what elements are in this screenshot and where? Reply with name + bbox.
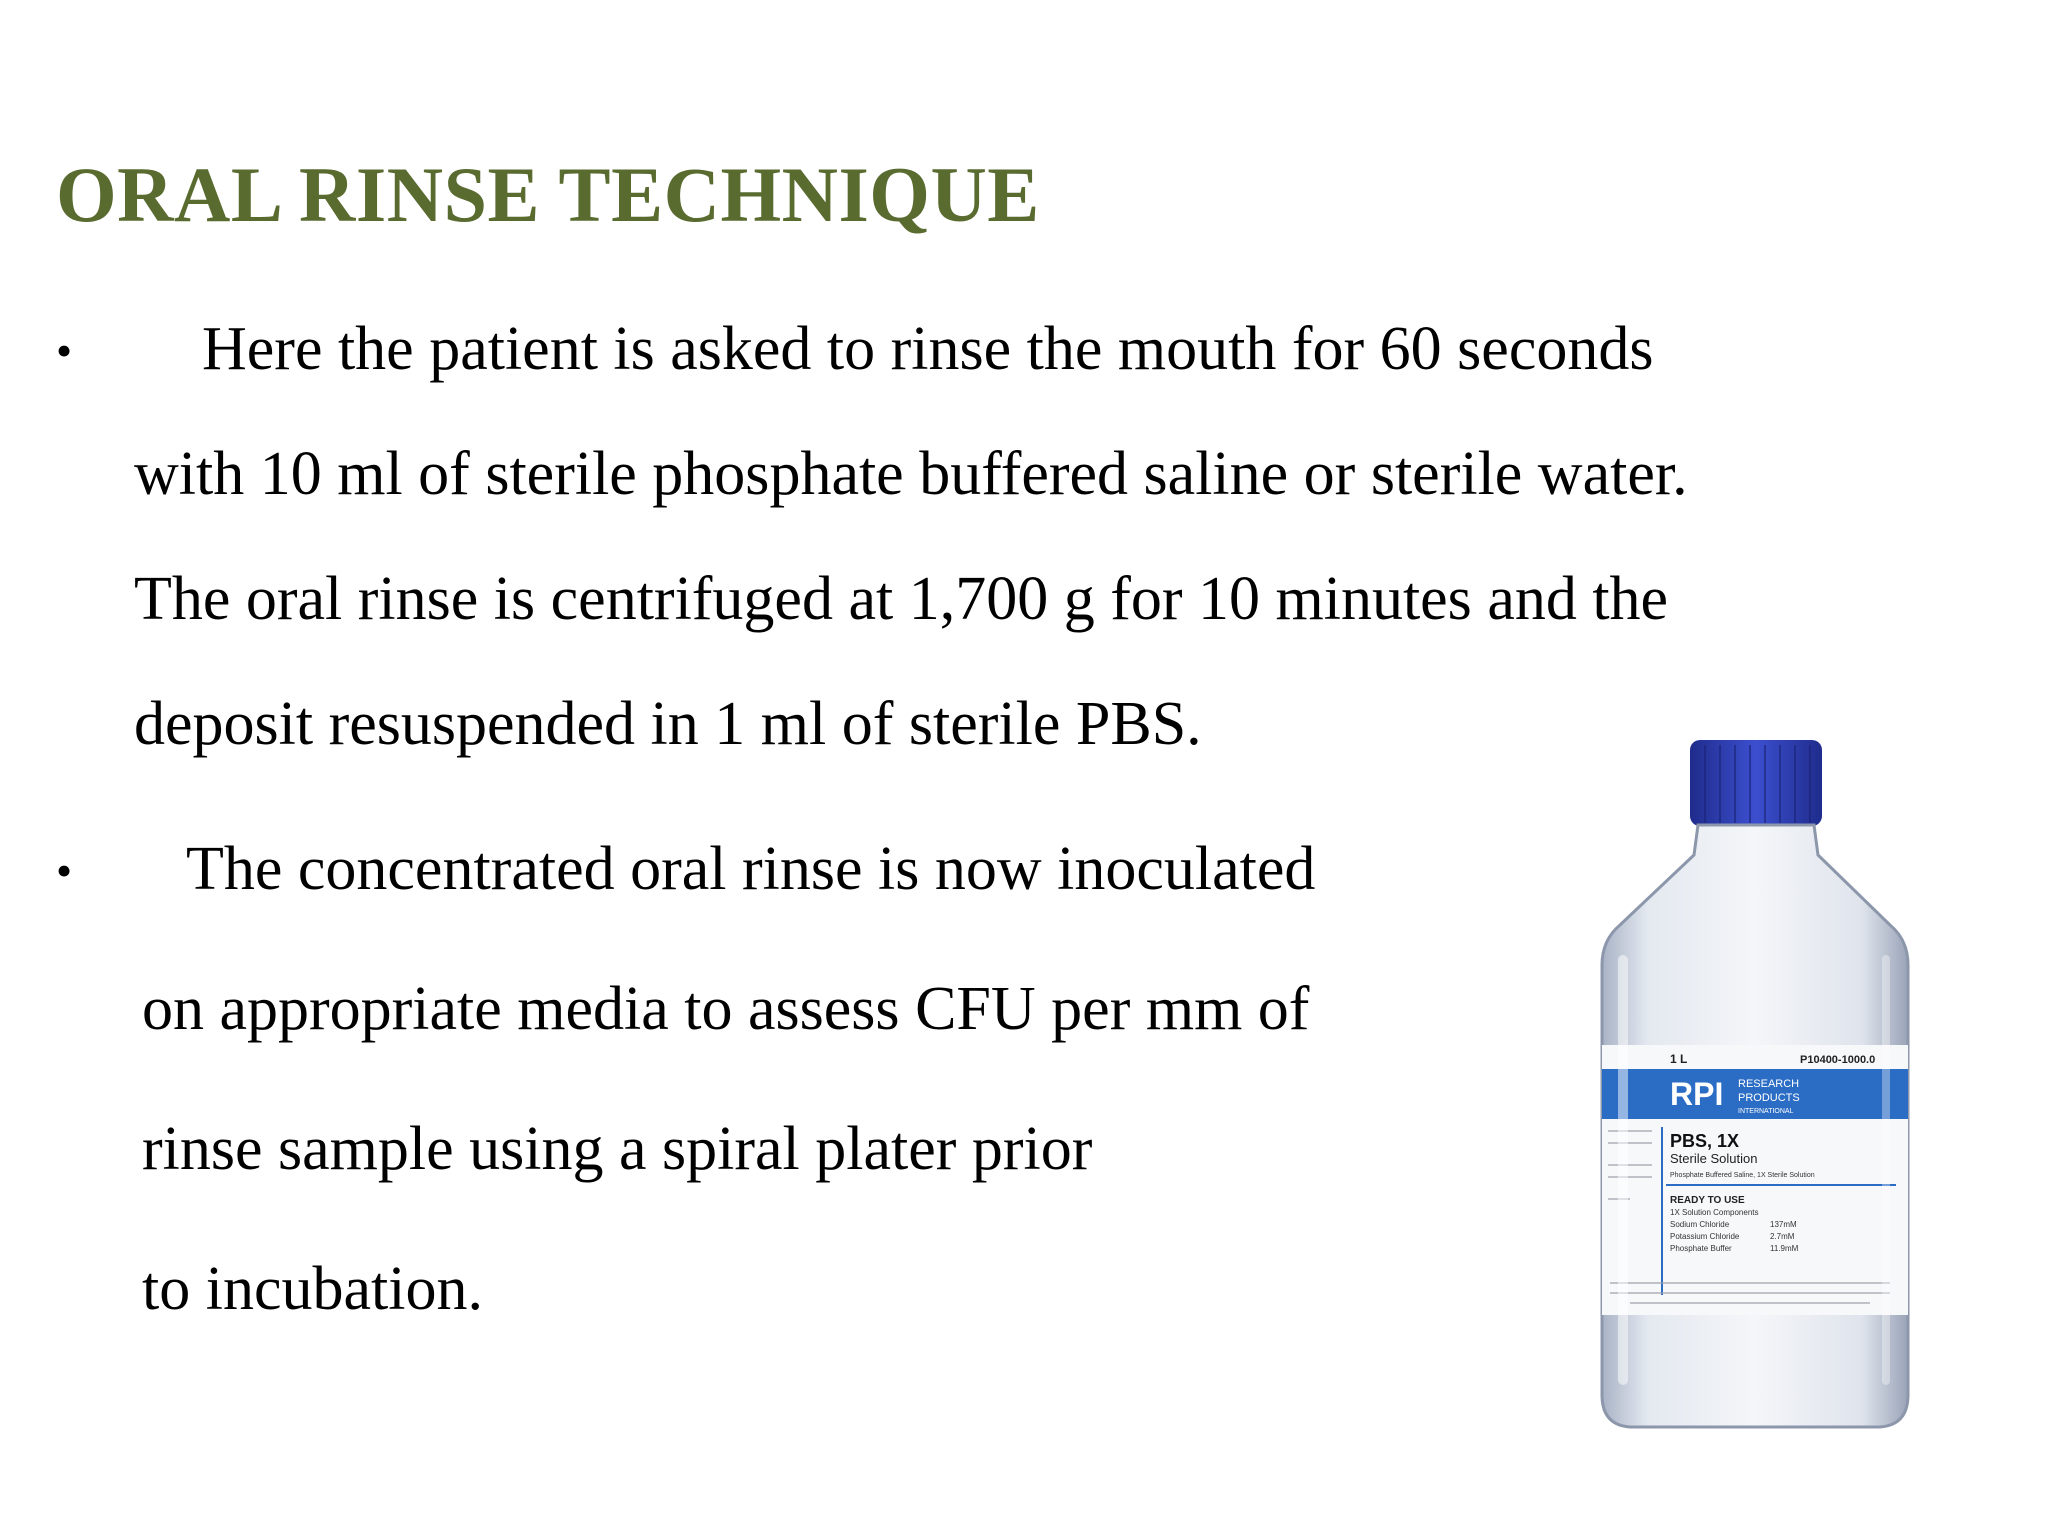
pbs-bottle-image [1590, 735, 1930, 1435]
label-component-value: 11.9mM [1770, 1244, 1799, 1253]
bullet-2-line-2: on appropriate media to assess CFU per mm of [142, 975, 1310, 1043]
bullet-1-line-4: deposit resuspended in 1 ml of sterile PBS. [134, 690, 1202, 758]
bullet-2-line-3: rinse sample using a spiral plater prior [142, 1115, 1093, 1183]
label-component-name: Potassium Chloride [1670, 1232, 1740, 1241]
label-brand: RPI [1670, 1076, 1724, 1112]
bullet-marker: • [56, 845, 73, 896]
bottle-cap [1690, 740, 1822, 826]
label-brand-sub2: PRODUCTS [1738, 1092, 1800, 1104]
label-brand-sub1: RESEARCH [1738, 1078, 1800, 1090]
label-components-title: 1X Solution Components [1670, 1208, 1759, 1217]
label-catalog: P10400-1000.0 [1800, 1054, 1876, 1066]
label-product: PBS, 1X [1670, 1131, 1740, 1151]
slide-title: ORAL RINSE TECHNIQUE [56, 151, 1040, 238]
label-component-name: Phosphate Buffer [1670, 1244, 1732, 1253]
label-volume: 1 L [1670, 1052, 1688, 1066]
bullet-1-line-3: The oral rinse is centrifuged at 1,700 g for 10 minutes and the [134, 565, 1669, 633]
label-ready: READY TO USE [1670, 1195, 1745, 1206]
label-component-value: 137mM [1770, 1220, 1797, 1229]
label-product-sub: Sterile Solution [1670, 1151, 1758, 1166]
bullet-1-line-2: with 10 ml of sterile phosphate buffered saline or sterile water. [134, 440, 1688, 508]
bullet-2-line-4: to incubation. [142, 1255, 483, 1323]
bullet-marker: • [56, 325, 73, 376]
label-component-name: Sodium Chloride [1670, 1220, 1730, 1229]
bullet-1-line-1: Here the patient is asked to rinse the mouth for 60 seconds [202, 315, 1654, 383]
label-brand-sub3: INTERNATIONAL [1738, 1108, 1794, 1115]
label-component-value: 2.7mM [1770, 1232, 1795, 1241]
bullet-2-line-1: The concentrated oral rinse is now inoculated [186, 835, 1316, 903]
label-product-desc: Phosphate Buffered Saline, 1X Sterile Solution [1670, 1172, 1815, 1179]
